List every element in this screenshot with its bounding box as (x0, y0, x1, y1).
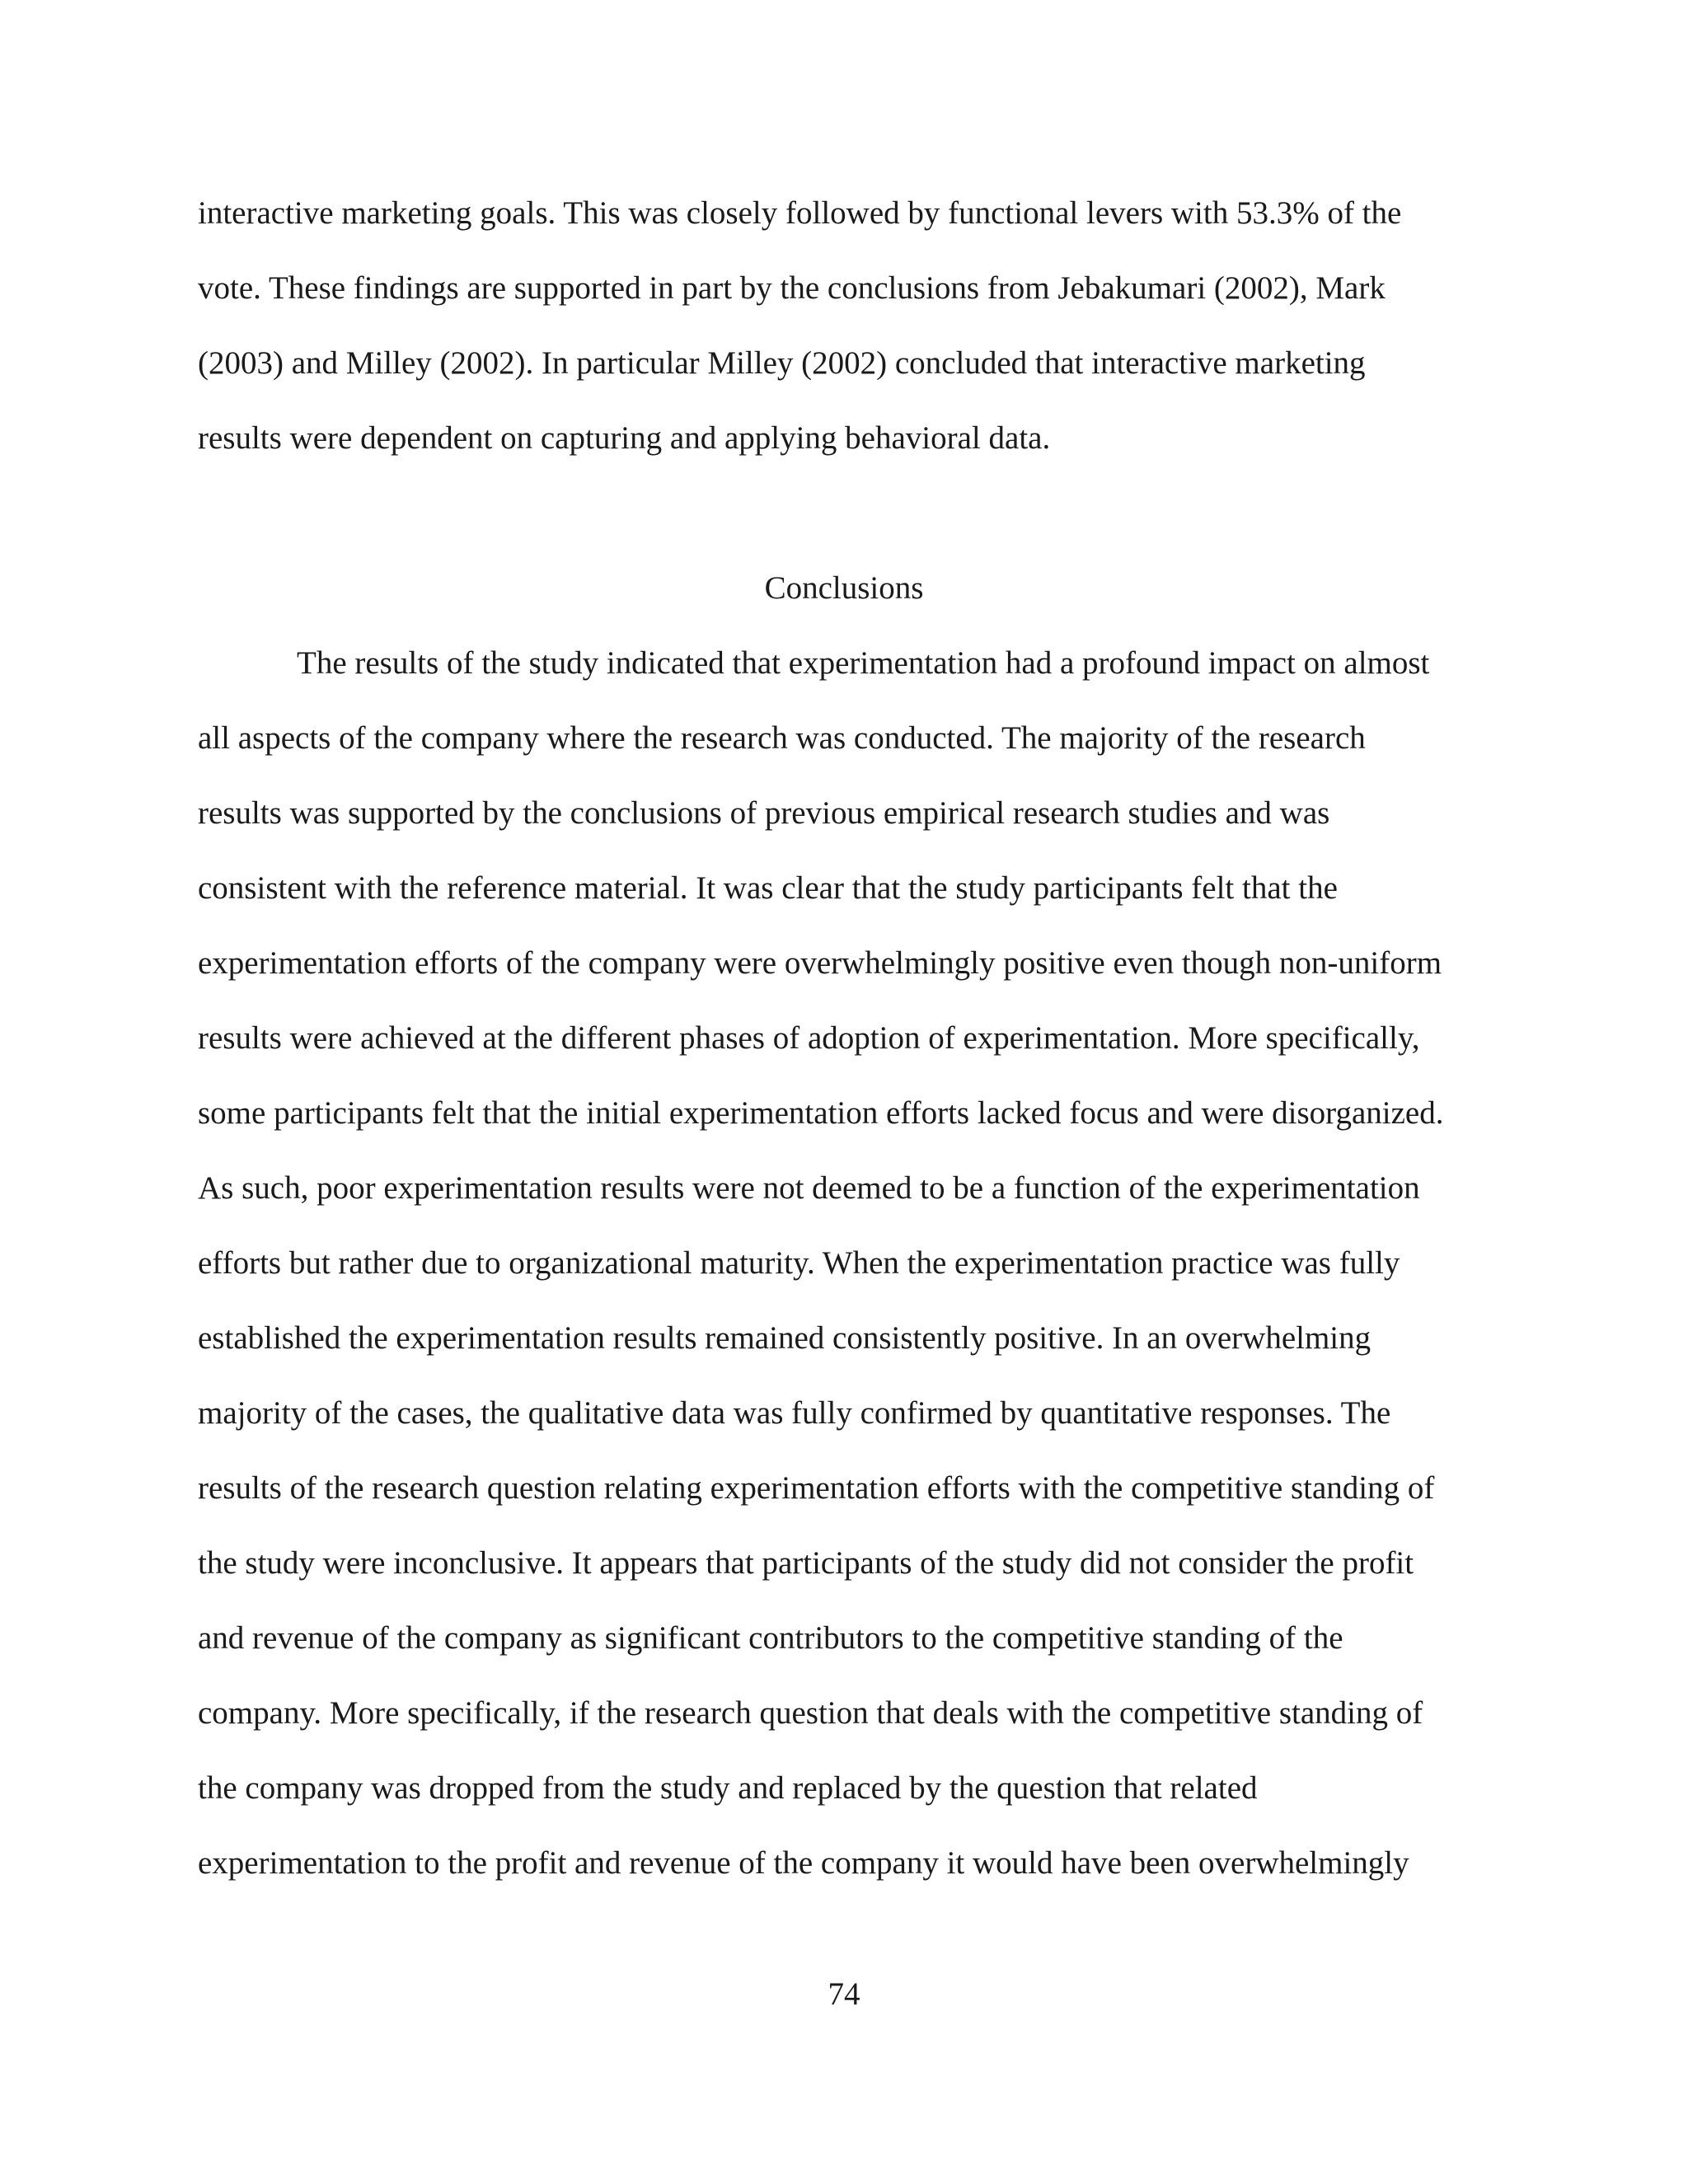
body-text-line: all aspects of the company where the research was conducted. The majority of the research (198, 720, 1366, 756)
body-text-line: interactive marketing goals. This was closely followed by functional levers with 53.3% of the (198, 195, 1402, 231)
body-text-line: results of the research question relating experimentation efforts with the competitive standing of (198, 1470, 1435, 1506)
body-text-line: established the experimentation results remained consistently positive. In an overwhelming (198, 1320, 1372, 1356)
section-heading: Conclusions (764, 570, 924, 606)
body-text-line: experimentation to the profit and revenue of the company it would have been overwhelmingly (198, 1845, 1409, 1881)
body-text-line: efforts but rather due to organizational maturity. When the experimentation practice was fully (198, 1245, 1400, 1281)
body-text-line: results were dependent on capturing and applying behavioral data. (198, 420, 1051, 456)
page-number: 74 (828, 1976, 860, 2012)
body-text-line: company. More specifically, if the research question that deals with the competitive standing of (198, 1695, 1423, 1731)
body-text-line: and revenue of the company as significant contributors to the competitive standing of the (198, 1620, 1343, 1656)
body-text-line: As such, poor experimentation results were not deemed to be a function of the experimentation (198, 1170, 1420, 1206)
body-text-line: majority of the cases, the qualitative data was fully confirmed by quantitative responses. The (198, 1395, 1391, 1431)
body-text-line: vote. These findings are supported in part by the conclusions from Jebakumari (2002), Mark (198, 270, 1386, 306)
body-text-line: some participants felt that the initial experimentation efforts lacked focus and were disorganized. (198, 1095, 1444, 1131)
body-text-line: (2003) and Milley (2002). In particular Milley (2002) concluded that interactive marketing (198, 345, 1366, 381)
body-text-line: The results of the study indicated that experimentation had a profound impact on almost (297, 645, 1430, 681)
body-text-line: consistent with the reference material. It was clear that the study participants felt that the (198, 870, 1338, 906)
body-text-line: the company was dropped from the study and replaced by the question that related (198, 1770, 1258, 1806)
body-text-line: results was supported by the conclusions of previous empirical research studies and was (198, 795, 1330, 831)
body-text-line: the study were inconclusive. It appears that participants of the study did not consider the profit (198, 1545, 1414, 1581)
body-text-line: results were achieved at the different phases of adoption of experimentation. More specifically, (198, 1020, 1420, 1056)
body-text-line: experimentation efforts of the company were overwhelmingly positive even though non-uniform (198, 945, 1442, 981)
